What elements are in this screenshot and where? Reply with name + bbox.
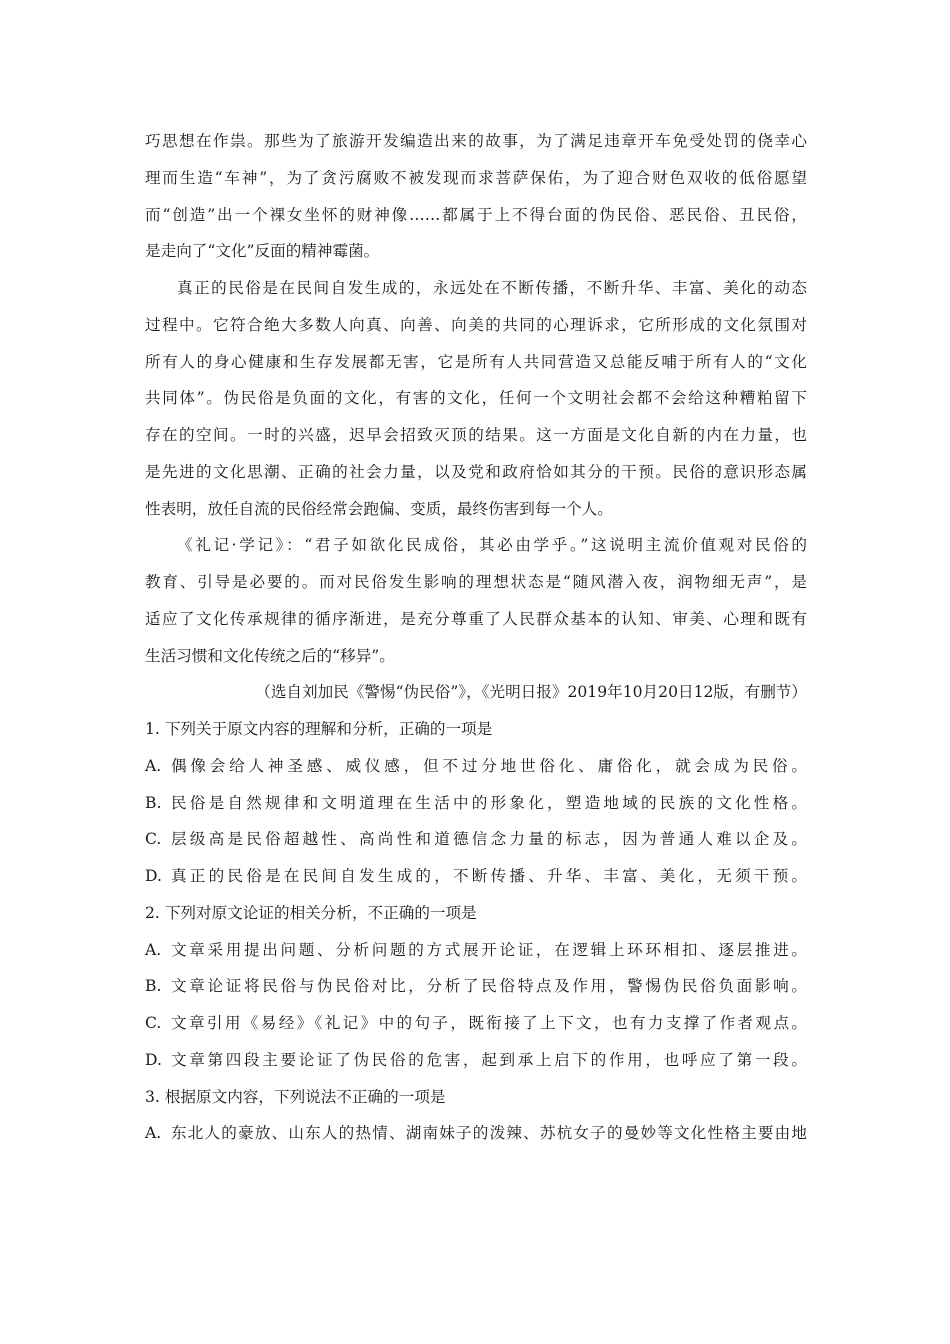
- paragraph-2: [145, 270, 807, 527]
- text-line: 巧思想在作祟。那些为了旅游开发编造出来的故事，为了满足违章开车免受处罚的侥幸心: [145, 132, 807, 150]
- option-c: [145, 821, 807, 858]
- option-text: 民俗是自然规律和文明道理在生活中的形象化，塑造地域的民族的文化性格。: [171, 793, 807, 812]
- option-text: 真正的民俗是在民间自发生成的，不断传播、升华、丰富、美化，无须干预。: [171, 867, 807, 885]
- question-2: [145, 895, 807, 1079]
- text-line: 是先进的文化思潮、正确的社会力量，以及党和政府恰如其分的干预。民俗的意识形态属: [145, 462, 807, 481]
- text-line: 所有人的身心健康和生存发展都无害，它是所有人共同营造又总能反哺于所有人的“文化: [145, 352, 807, 371]
- option-label: B.: [145, 977, 162, 996]
- text-line: 是走向了“文化”反面的精神霉菌。: [145, 242, 380, 261]
- option-text: 偶像会给人神圣感、威仪感，但不过分地世俗化、庸俗化，就会成为民俗。: [171, 756, 807, 775]
- option-text: 文章采用提出问题、分析问题的方式展开论证，在逻辑上环环相扣、逐层推进。: [171, 940, 807, 959]
- source-citation: （选自刘加民《警惕“伪民俗”》，《光明日报》2019年10月20日12版，有删节）: [255, 683, 807, 702]
- text-line: 而“创造”出一个裸女坐怀的财神像……都属于上不得台面的伪民俗、恶民俗、丑民俗，: [145, 205, 807, 224]
- option-label: B.: [145, 793, 162, 812]
- text-line: 生活习惯和文化传统之后的“移异”。: [145, 646, 395, 665]
- text-line: 教育、引导是必要的。而对民俗发生影响的理想状态是“随风潜入夜，润物细无声”，是: [145, 573, 807, 591]
- question-stem: 1. 下列关于原文内容的理解和分析，正确的一项是: [145, 720, 493, 738]
- option-b: [145, 785, 807, 822]
- question-stem: 2. 下列对原文论证的相关分析，不正确的一项是: [145, 903, 477, 922]
- question-1: [145, 711, 807, 895]
- option-label: A.: [145, 940, 162, 959]
- question-stem: 3. 根据原文内容，下列说法不正确的一项是: [145, 1087, 446, 1106]
- option-text: 层级高是民俗超越性、高尚性和道德信念力量的标志，因为普通人难以企及。: [171, 830, 807, 849]
- option-label: A.: [145, 1124, 162, 1143]
- option-label: D.: [145, 1050, 162, 1069]
- text-line: 存在的空间。一时的兴盛，迟早会招致灭顶的结果。这一方面是文化自新的内在力量，也: [145, 426, 807, 444]
- option-a: [145, 932, 807, 969]
- option-label: D.: [145, 867, 162, 885]
- option-b: [145, 968, 807, 1005]
- text-line: 共同体”。伪民俗是负面的文化，有害的文化，任何一个文明社会都不会给这种糟粕留下: [145, 389, 807, 408]
- text-line: 真正的民俗是在民间自发生成的，永远处在不断传播，不断升华、丰富、美化的动态: [177, 279, 807, 297]
- text-line: 过程中。它符合绝大多数人向真、向善、向美的共同的心理诉求，它所形成的文化氛围对: [145, 315, 807, 334]
- question-3: [145, 1079, 807, 1153]
- option-text: 文章第四段主要论证了伪民俗的危害，起到承上启下的作用，也呼应了第一段。: [171, 1050, 807, 1069]
- option-text: 文章论证将民俗与伪民俗对比，分析了民俗特点及作用，警惕伪民俗负面影响。: [171, 977, 807, 996]
- paragraph-1: [145, 123, 807, 270]
- text-line: 性表明，放任自流的民俗经常会跑偏、变质，最终伤害到每一个人。: [145, 499, 613, 518]
- text-line: 适应了文化传承规律的循序渐进，是充分尊重了人民群众基本的认知、审美、心理和既有: [145, 609, 807, 628]
- option-a: [145, 748, 807, 785]
- option-label: A.: [145, 756, 162, 775]
- option-c: [145, 1005, 807, 1042]
- option-a: [145, 1115, 807, 1152]
- text-line: 理而生造“车神”，为了贪污腐败不被发现而求菩萨保佑，为了迎合财色双收的低俗愿望: [145, 168, 807, 187]
- text-line: 《礼记·学记》：“君子如欲化民成俗，其必由学乎。”这说明主流价值观对民俗的: [177, 536, 807, 555]
- option-label: C.: [145, 1014, 162, 1032]
- option-label: C.: [145, 830, 162, 849]
- option-text: 文章引用《易经》《礼记》中的句子，既衔接了上下文，也有力支撑了作者观点。: [171, 1014, 807, 1032]
- option-d: [145, 858, 807, 895]
- document-page: [145, 123, 807, 1152]
- paragraph-3: [145, 527, 807, 674]
- option-text: 东北人的豪放、山东人的热情、湖南妹子的泼辣、苏杭女子的曼妙等文化性格主要由地: [171, 1124, 807, 1143]
- option-d: [145, 1042, 807, 1079]
